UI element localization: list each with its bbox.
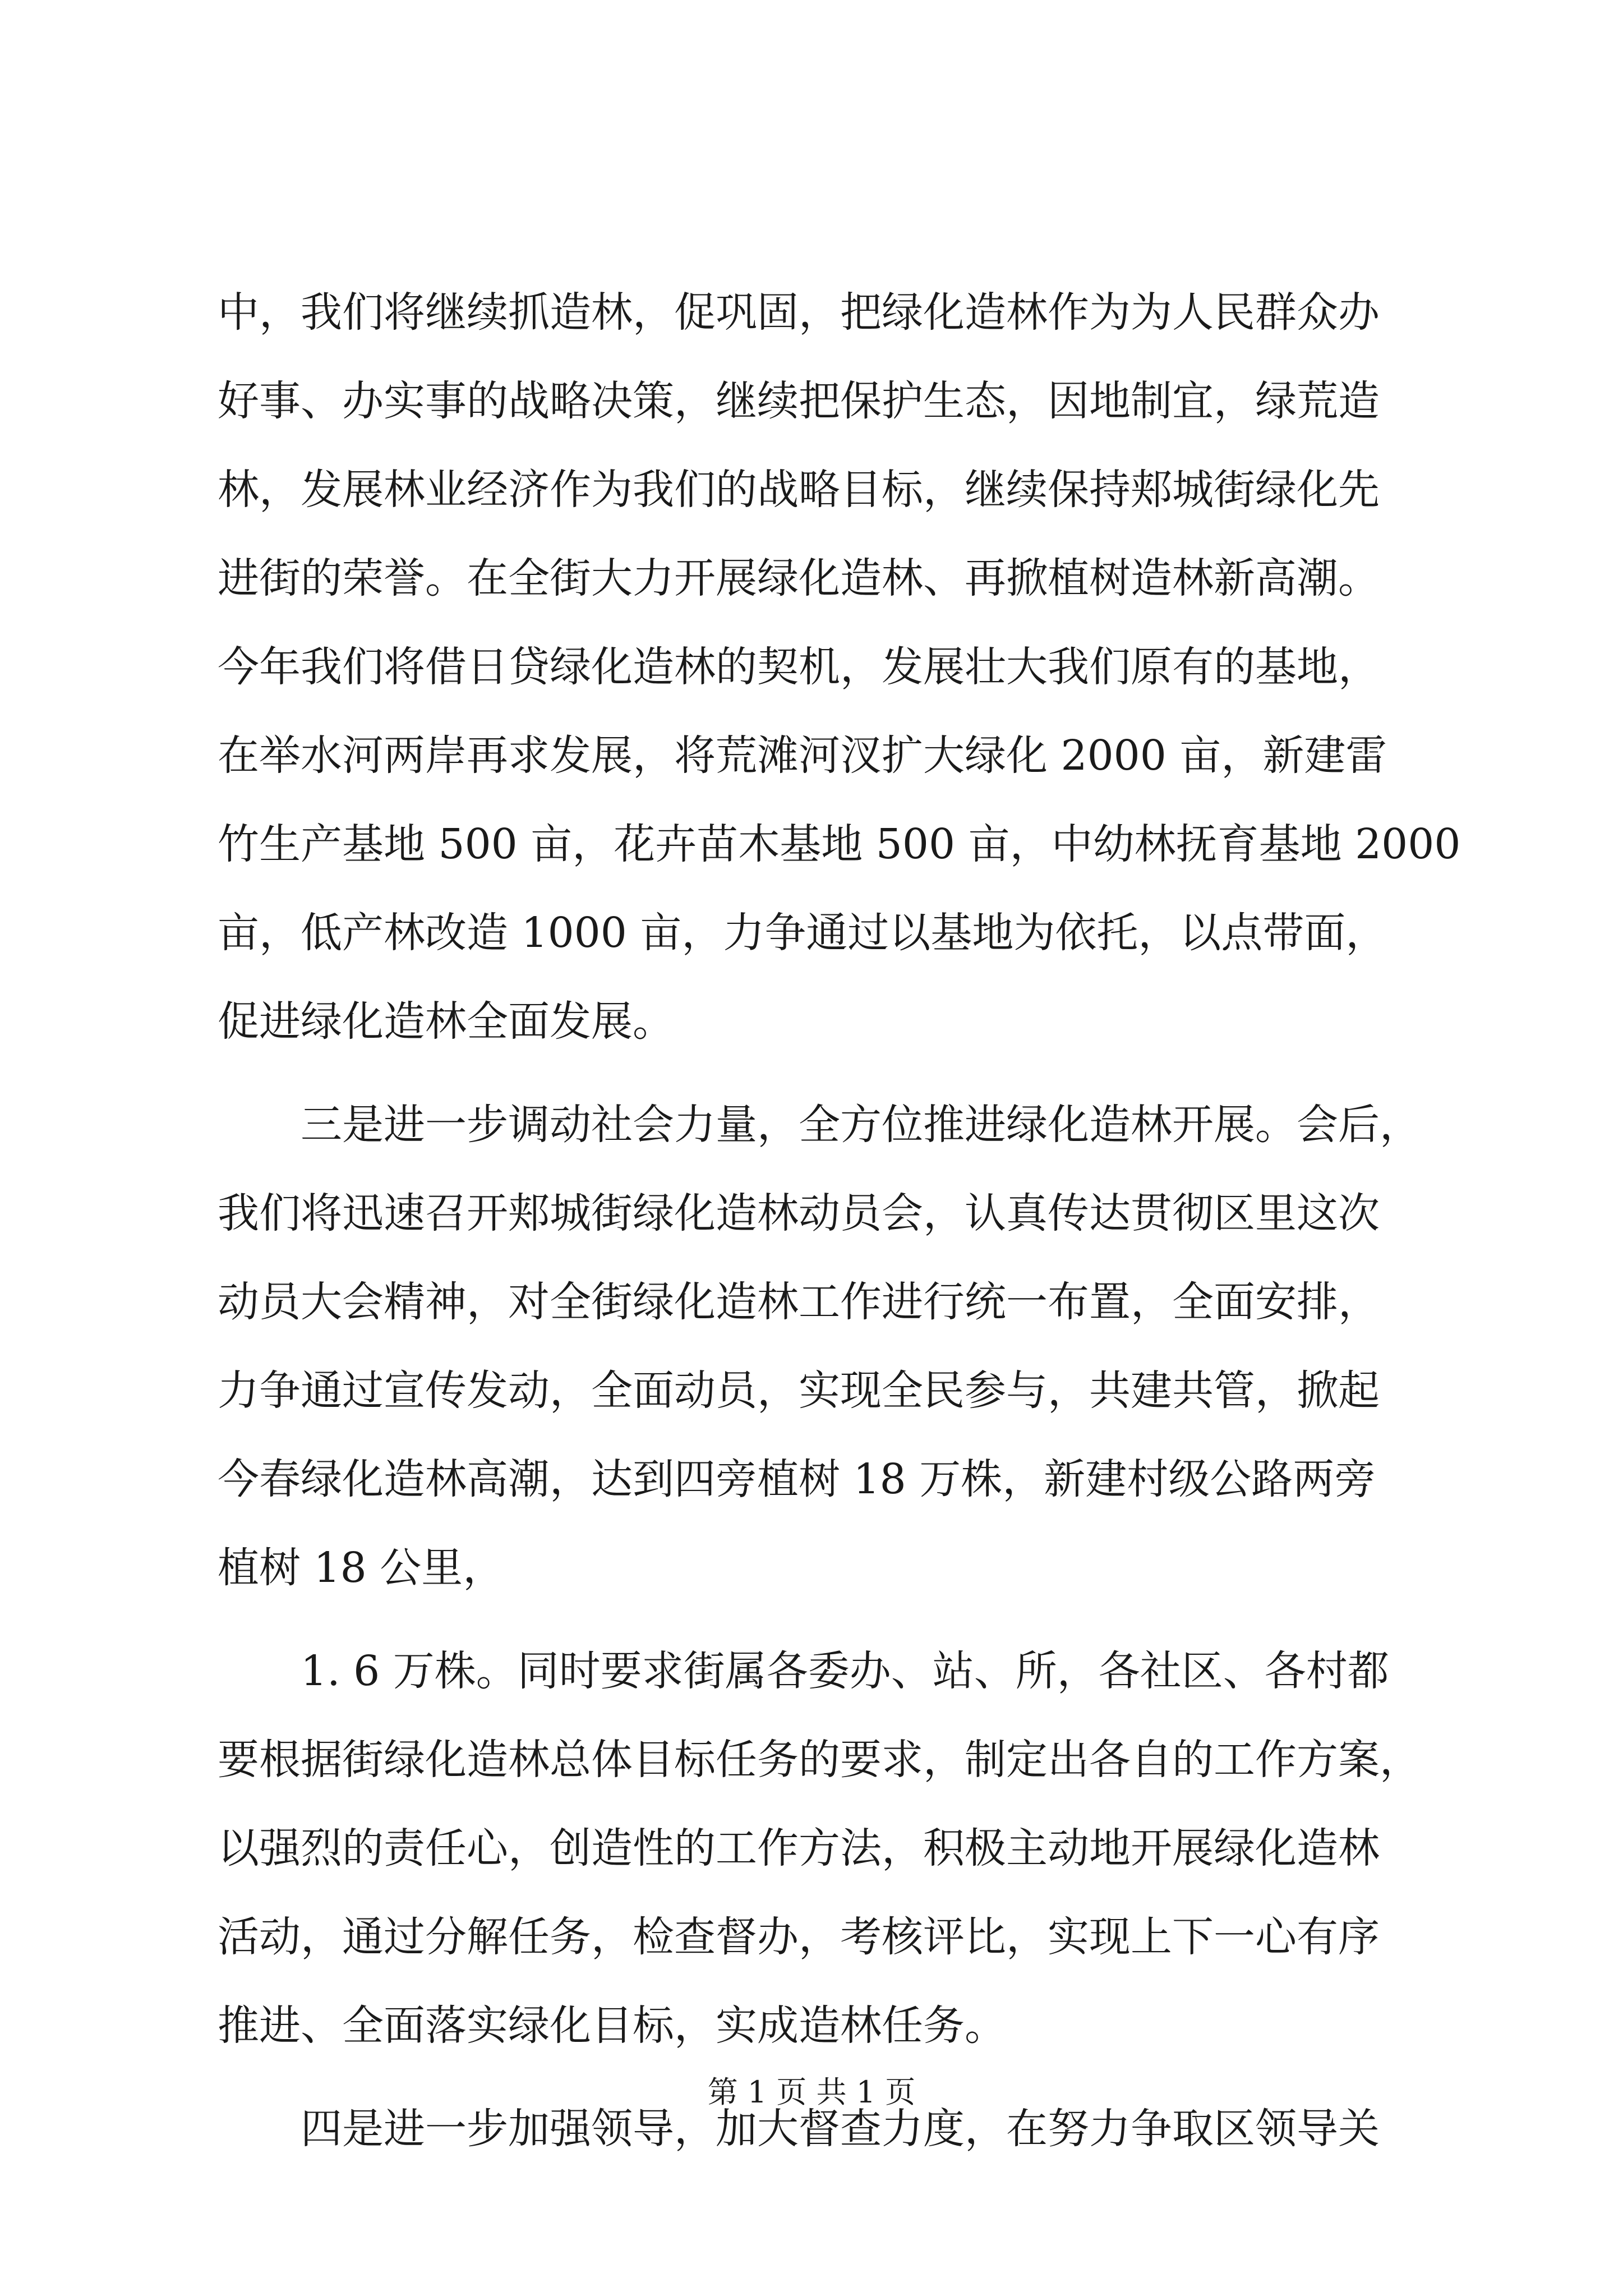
text-line: 动员大会精神，对全街绿化造林工作进行统一布置，全面安排， <box>218 1278 1380 1326</box>
text-line: 进街的荣誉。在全街大力开展绿化造林、再掀植树造林新高潮。 <box>218 554 1380 602</box>
paragraph-2 <box>218 1080 1429 1612</box>
text-line: 在举水河两岸再求发展，将荒滩河汊扩大绿化 2000 亩，新建雷 <box>218 731 1387 780</box>
text-line: 今春绿化造林高潮，达到四旁植树 18 万株，新建村级公路两旁 <box>218 1455 1376 1503</box>
text-line: 中，我们将继续抓造林，促巩固，把绿化造林作为为人民群众办 <box>218 288 1380 337</box>
text-line: 四是进一步加强领导，加大督查力度，在努力争取区领导关 <box>301 2105 1380 2153</box>
text-line: 竹生产基地 500 亩，花卉苗木基地 500 亩，中幼林抚育基地 2000 <box>218 820 1461 868</box>
text-line: 力争通过宣传发动，全面动员，实现全民参与，共建共管，掀起 <box>218 1366 1380 1415</box>
text-line: 植树 18 公里， <box>218 1544 505 1592</box>
text-line: 林，发展林业经济作为我们的战略目标，继续保持郏城街绿化先 <box>218 466 1380 514</box>
text-line: 促进绿化造林全面发展。 <box>218 997 674 1046</box>
paragraph-3 <box>218 1627 1429 2070</box>
text-line: 活动，通过分解任务，检查督办，考核评比，实现上下一心有序 <box>218 1913 1380 1961</box>
text-line: 亩，低产林改造 1000 亩，力争通过以基地为依托，以点带面， <box>218 909 1387 957</box>
text-line: 今年我们将借日贷绿化造林的契机，发展壮大我们原有的基地， <box>218 643 1380 691</box>
paragraph-1 <box>218 268 1461 1066</box>
text-line: 以强烈的责任心，创造性的工作方法，积极主动地开展绿化造林 <box>218 1824 1380 1872</box>
page-footer: 第 1 页 共 1 页 <box>707 2074 916 2110</box>
text-line: 三是进一步调动社会力量，全方位推进绿化造林开展。会后， <box>301 1101 1421 1149</box>
text-line: 我们将迅速召开郏城街绿化造林动员会，认真传达贯彻区里这次 <box>218 1189 1380 1237</box>
text-line: 要根据街绿化造林总体目标任务的要求，制定出各自的工作方案， <box>218 1736 1421 1784</box>
text-line: 好事、办实事的战略决策，继续把保护生态，因地制宜，绿荒造 <box>218 377 1380 425</box>
text-line: 推进、全面落实绿化目标，实成造林任务。 <box>218 2001 1006 2050</box>
text-line: 1. 6 万株。同时要求街属各委办、站、所，各社区、各村都 <box>301 1647 1389 1695</box>
document-body <box>218 268 1461 2173</box>
